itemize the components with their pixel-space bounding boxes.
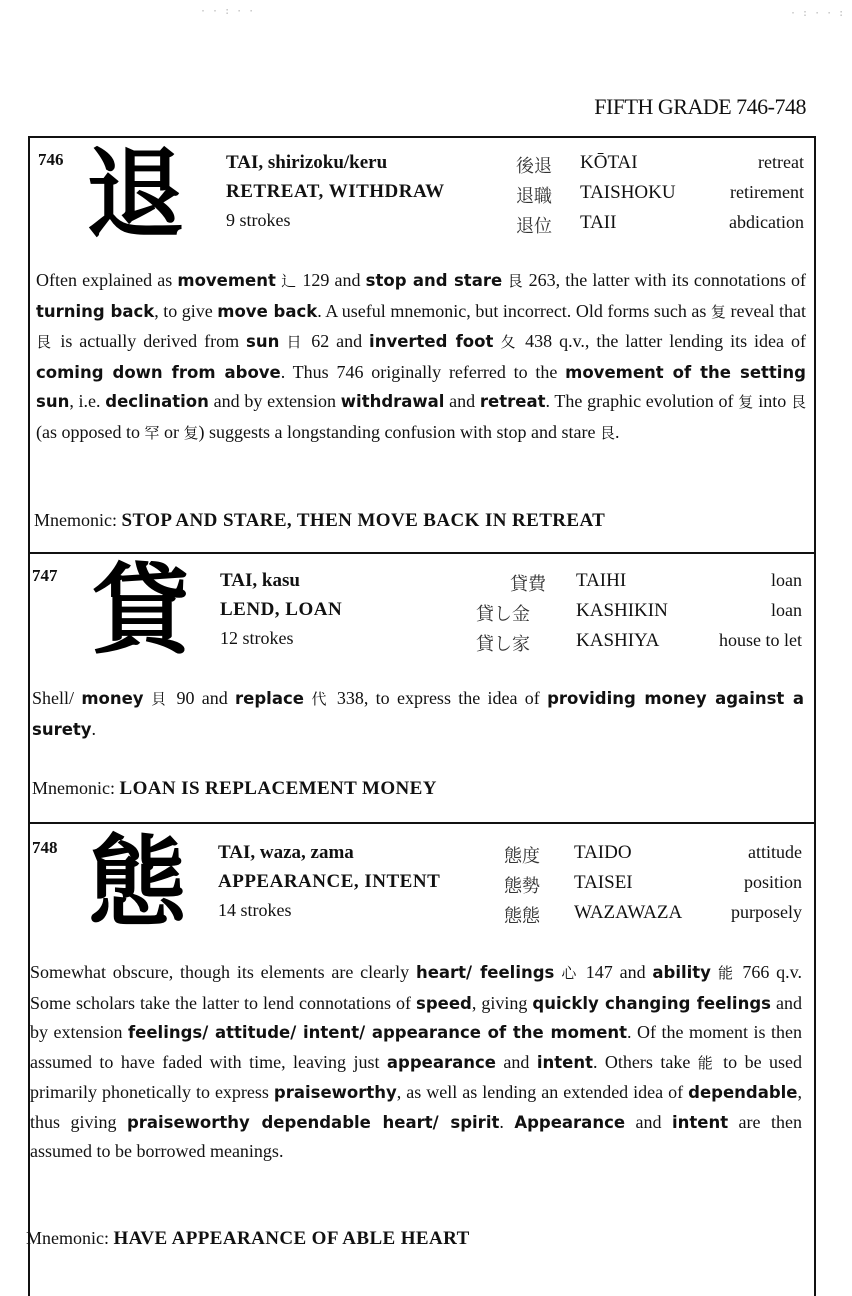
text-run: 438 q.v., the latter lending its idea of <box>525 331 806 351</box>
entry-number: 746 <box>38 150 64 169</box>
kanji-info <box>218 838 440 925</box>
compound-romaji: TAIDO <box>574 842 632 863</box>
compound-romaji: WAZAWAZA <box>574 902 683 923</box>
compound-kanji: 後退 <box>516 156 552 177</box>
text-run: 338, to express the idea of <box>336 688 548 708</box>
text-run: to be used primarily phonetically to express <box>30 1051 803 1102</box>
entry-description <box>30 958 802 1167</box>
bold-keyword: speed <box>416 993 472 1013</box>
bold-keyword: retreat <box>479 392 546 411</box>
entry-number: 748 <box>32 838 58 857</box>
compound-meaning: position <box>743 872 802 892</box>
text-run: . <box>614 421 620 442</box>
compound-meaning: attitude <box>748 842 802 862</box>
bold-keyword: quickly changing feelings <box>532 993 771 1013</box>
mnemonic-text: LOAN IS REPLACEMENT MONEY <box>119 778 437 799</box>
compound-row <box>516 212 804 242</box>
text-run: or <box>159 421 184 442</box>
compound-kanji: 態度 <box>504 846 540 867</box>
text-run: reveal that <box>725 300 806 321</box>
compound-romaji: KŌTAI <box>580 152 638 173</box>
text-run: (as opposed to <box>36 421 145 442</box>
text-run: into <box>753 391 791 411</box>
kanji-meaning: APPEARANCE, INTENT <box>218 871 441 892</box>
inline-kanji: 心 <box>554 964 586 982</box>
compound-romaji: TAISEI <box>574 872 633 893</box>
compound-row <box>516 182 804 212</box>
text-run: , giving <box>471 992 533 1013</box>
mnemonic-line <box>34 510 605 532</box>
compound-list <box>516 152 804 242</box>
compound-kanji: 態態 <box>504 906 540 927</box>
bold-keyword: intent <box>536 1052 593 1072</box>
inline-kanji: 复 <box>710 302 726 321</box>
text-run: , thus giving <box>30 1082 802 1132</box>
text-run: . <box>91 718 97 739</box>
inline-kanji: 复 <box>738 393 754 411</box>
bold-keyword: turning back <box>36 301 155 321</box>
stroke-count: 9 strokes <box>226 210 291 230</box>
text-run: , as well as lending an extended idea of <box>396 1082 689 1102</box>
scan-marks-left: · · : · · <box>200 6 255 17</box>
compound-list <box>504 842 802 932</box>
compound-romaji: TAISHOKU <box>580 182 676 203</box>
scan-marks-right: · : · · : <box>790 8 845 19</box>
kanji-info <box>220 566 342 653</box>
text-run: . <box>499 1111 515 1132</box>
kanji-entry-747 <box>30 554 814 822</box>
text-run: and <box>496 1051 537 1072</box>
entry-description <box>36 266 806 448</box>
kanji-character: 貸 <box>92 554 191 668</box>
compound-row <box>476 600 802 630</box>
compound-row <box>504 902 802 932</box>
compound-meaning: purposely <box>731 902 802 922</box>
bold-keyword: stop and stare <box>365 271 503 290</box>
compound-row <box>476 630 802 660</box>
bold-keyword: praiseworthy <box>273 1083 397 1102</box>
compound-romaji: TAII <box>580 212 617 233</box>
inline-kanji: 复 <box>183 423 199 442</box>
compound-list <box>476 570 802 660</box>
text-run: , to give <box>154 300 218 321</box>
text-run: 766 q.v. Some scholars take the latter to lend connotations of <box>30 962 802 1013</box>
bold-keyword: providing money against a surety <box>32 689 804 739</box>
compound-kanji: 退位 <box>516 216 552 237</box>
mnemonic-line <box>26 1228 470 1250</box>
text-run: and <box>444 391 480 411</box>
mnemonic-text: HAVE APPEARANCE OF ABLE HEART <box>113 1228 470 1249</box>
inline-kanji: 艮 <box>599 423 615 442</box>
kanji-meaning: RETREAT, WITHDRAW <box>226 181 445 202</box>
bold-keyword: intent <box>671 1112 729 1132</box>
bold-keyword: dependable <box>688 1083 798 1102</box>
mnemonic-line <box>32 778 437 800</box>
text-run: 129 and <box>302 270 366 290</box>
stroke-count: 12 strokes <box>220 628 294 648</box>
kanji-readings: TAI, kasu <box>220 570 300 591</box>
kanji-character: 態 <box>88 826 187 940</box>
text-run: . Others take <box>593 1051 698 1072</box>
compound-romaji: TAIHI <box>576 570 627 591</box>
text-run: and by extension <box>30 992 802 1042</box>
bold-keyword: praiseworthy dependable heart/ spirit <box>126 1112 500 1132</box>
kanji-entry-746 <box>30 138 814 552</box>
inline-kanji: 罕 <box>144 423 160 442</box>
compound-row <box>504 842 802 872</box>
compound-romaji: KASHIKIN <box>576 600 668 621</box>
mnemonic-label: Mnemonic: <box>26 1228 109 1248</box>
compound-meaning: loan <box>771 600 802 620</box>
compound-row <box>476 570 802 600</box>
bold-keyword: inverted foot <box>369 332 494 351</box>
bold-keyword: feelings/ attitude/ intent/ appearance of the moment <box>127 1023 628 1042</box>
text-run: Often explained as <box>36 270 178 290</box>
bold-keyword: ability <box>652 963 711 982</box>
entry-description <box>32 684 804 744</box>
text-run: is actually derived from <box>53 331 247 351</box>
text-run: Somewhat obscure, though its elements are clearly <box>30 962 416 982</box>
kanji-info <box>226 148 445 235</box>
compound-kanji: 退職 <box>516 186 552 207</box>
kanji-readings: TAI, waza, zama <box>218 842 354 863</box>
inline-kanji: 能 <box>710 964 743 982</box>
mnemonic-text: STOP AND STARE, THEN MOVE BACK IN RETREAT <box>121 510 606 531</box>
text-run: , i.e. <box>69 391 106 411</box>
text-run: 62 and <box>311 331 370 351</box>
compound-row <box>516 152 804 182</box>
bold-keyword: sun <box>246 332 280 351</box>
mnemonic-label: Mnemonic: <box>34 510 117 530</box>
compound-meaning: loan <box>771 570 802 590</box>
bold-keyword: money <box>81 689 144 708</box>
inline-kanji: 夂 <box>493 333 526 351</box>
text-run: . The graphic evolution of <box>545 391 739 411</box>
inline-kanji: 日 <box>279 333 312 351</box>
bold-keyword: withdrawal <box>340 392 445 411</box>
text-run: and by extension <box>208 391 341 411</box>
bold-keyword: declination <box>105 392 209 411</box>
text-run: 147 and <box>585 962 653 982</box>
bold-keyword: move back <box>217 301 318 321</box>
text-run: and <box>625 1111 672 1132</box>
stroke-count: 14 strokes <box>218 900 292 920</box>
compound-kanji: 態勢 <box>504 876 540 897</box>
bold-keyword: coming down from above <box>36 362 281 382</box>
bold-keyword: replace <box>235 689 304 708</box>
kanji-readings: TAI, shirizoku/keru <box>226 152 388 173</box>
mnemonic-label: Mnemonic: <box>32 778 115 798</box>
compound-meaning: house to let <box>719 630 802 650</box>
compound-kanji: 貸し家 <box>476 634 530 655</box>
text-run: . Of the moment is then assumed to have faded with time, leaving just <box>30 1022 802 1072</box>
bold-keyword: Appearance <box>514 1112 626 1132</box>
bold-keyword: heart/ feelings <box>415 963 555 982</box>
text-run: . Thus 746 originally referred to the <box>280 361 566 382</box>
compound-kanji: 貸費 <box>510 574 546 595</box>
compound-meaning: retirement <box>730 182 804 202</box>
bold-keyword: appearance <box>386 1052 496 1072</box>
compound-kanji: 貸し金 <box>476 604 530 625</box>
kanji-meaning: LEND, LOAN <box>220 599 343 620</box>
bold-keyword: movement of the setting sun <box>36 362 806 411</box>
compound-meaning: abdication <box>729 212 804 232</box>
page-header: FIFTH GRADE 746-748 <box>594 94 806 119</box>
kanji-entry-748 <box>26 824 814 1284</box>
text-run: Shell/ <box>32 688 82 708</box>
compound-meaning: retreat <box>758 152 804 172</box>
text-run: ) suggests a longstanding confusion with stop and stare <box>198 421 600 442</box>
inline-kanji: 艮 <box>502 272 529 290</box>
kanji-character: 退 <box>86 138 185 252</box>
inline-kanji: ⻌ <box>275 272 303 290</box>
compound-row <box>504 872 802 902</box>
inline-kanji: 貝 <box>143 690 177 708</box>
text-run: are then assumed to be borrowed meanings. <box>30 1111 802 1161</box>
text-run: 263, the latter with its connotations of <box>528 270 806 290</box>
entry-number: 747 <box>32 566 58 585</box>
text-run: 90 and <box>176 688 236 708</box>
compound-romaji: KASHIYA <box>576 630 660 651</box>
inline-kanji: 艮 <box>36 333 54 351</box>
bold-keyword: movement <box>177 271 276 290</box>
text-run: . A useful mnemonic, but incorrect. Old forms such as <box>317 300 711 321</box>
inline-kanji: 代 <box>303 690 337 708</box>
inline-kanji: 能 <box>697 1053 716 1072</box>
inline-kanji: 艮 <box>790 393 806 411</box>
